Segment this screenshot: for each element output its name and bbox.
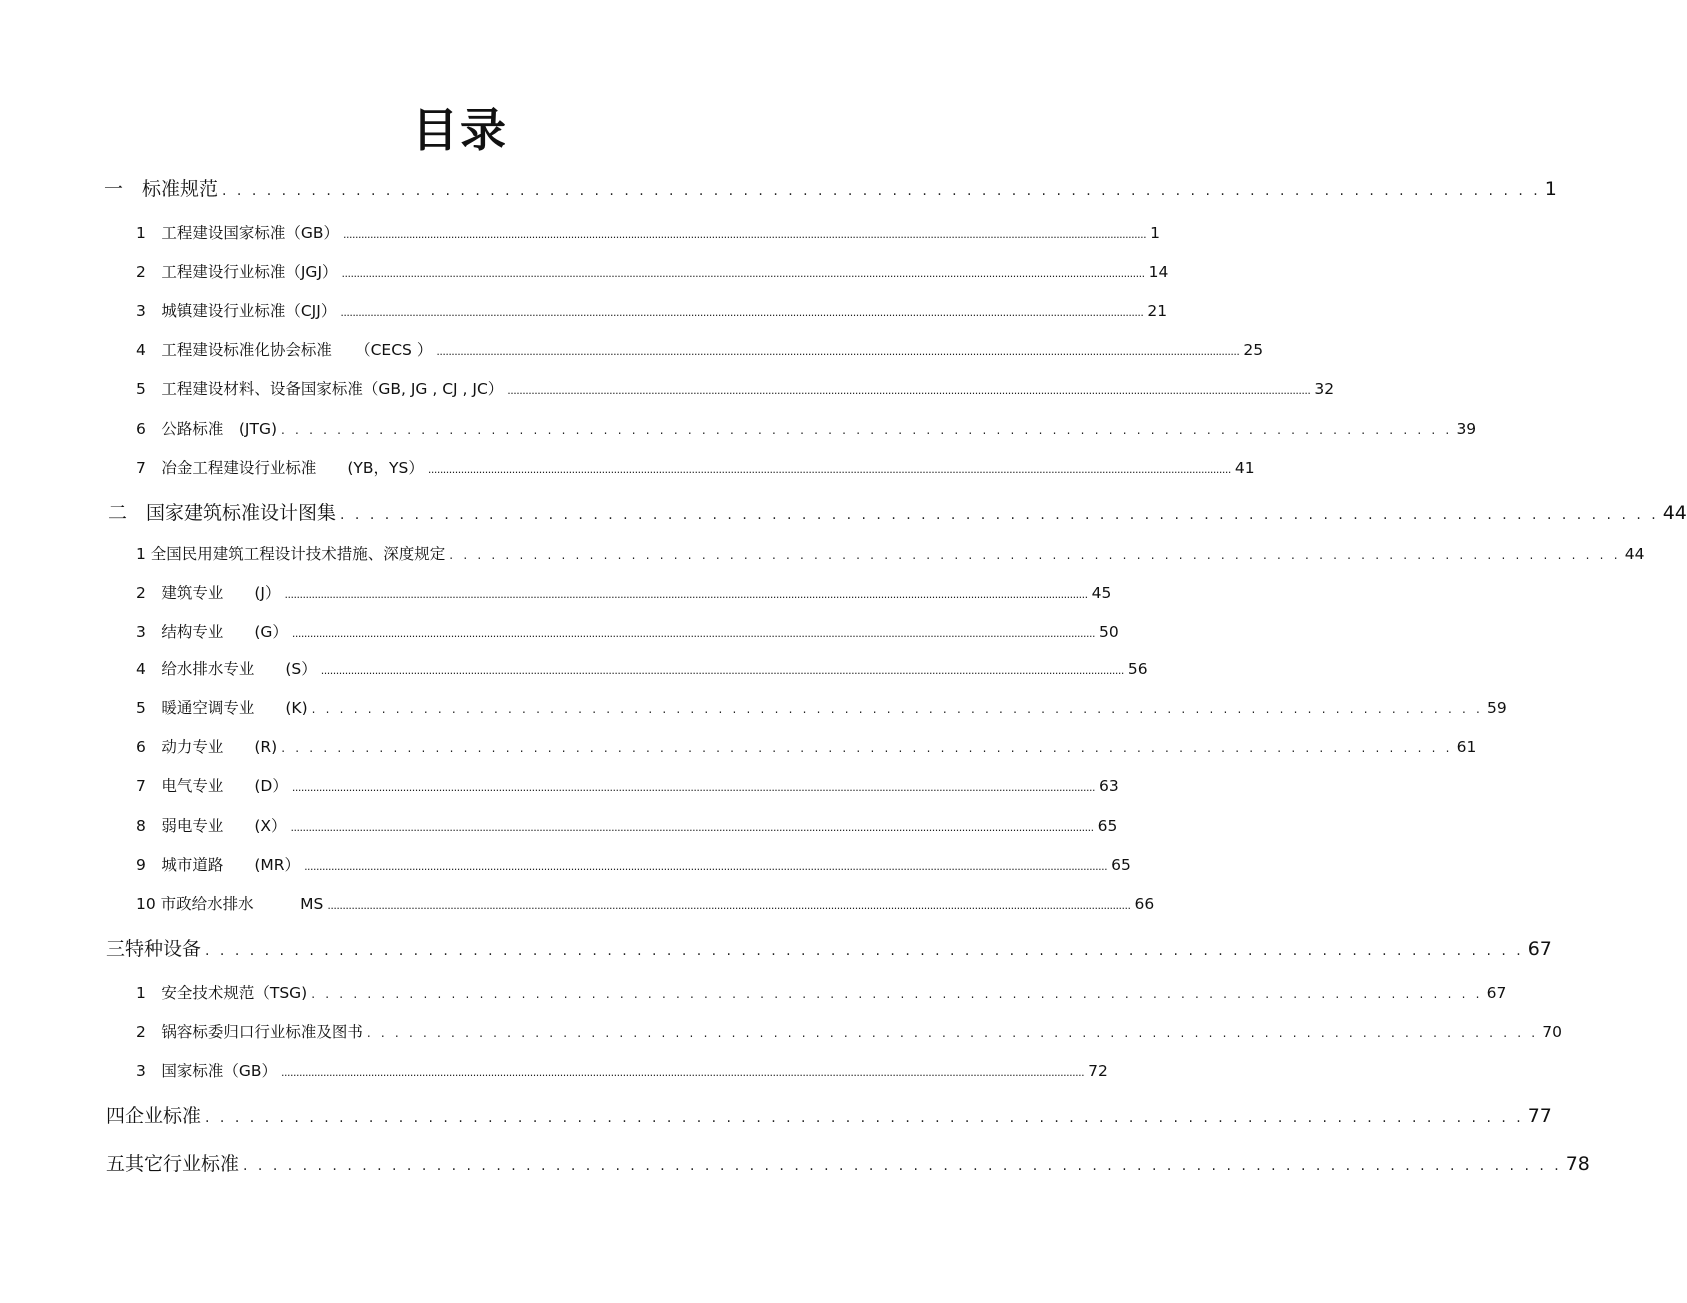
toc-label: 4 工程建设标准化协会标准 （CECS ） [136,341,433,359]
toc-entry[interactable] [136,339,1264,363]
dot-leader: ............................................................................................................................................................................................................................................................................ [327,899,1131,912]
dot-leader: ............................................................................................................................................................................................................................................................................ [341,267,1145,280]
toc-page-number: 70 [1542,1023,1563,1041]
toc-entry[interactable] [136,736,1477,759]
dot-leader: ............................................................................................................................................................................................................................................................................ [343,228,1147,241]
dot-leader: . . . . . . . . . . . . . . . . . . . . . . . . . . . . . . . . . . . . . . . . . . . . . . . . . . . . . . . . . . . . . . . . . . . . . . . . . . . . . . . . . . . . [281,741,1453,755]
toc-label: 10 市政给水排水 MS [136,895,324,913]
dot-leader: . . . . . . . . . . . . . . . . . . . . . . . . . . . . . . . . . . . . . . . . . . . . . . . . . . . . . . . . . . . . . . . . . . . . . . . . . . . . . . . . . . . . [311,987,1483,1001]
toc-entry[interactable] [136,300,1168,324]
toc-label: 9 城市道路 (MR） [136,856,301,874]
toc-page-number: 45 [1091,584,1112,602]
toc-page-number: 44 [1662,502,1687,524]
toc-page-number: 67 [1486,984,1507,1002]
dot-leader: . . . . . . . . . . . . . . . . . . . . . . . . . . . . . . . . . . . . . . . . . . . . . . . . . . . . . . . . . . . . . . . . . . . . . . . . . . . . . . . . . . . . [311,702,1484,716]
toc-label: 1 全国民用建筑工程设计技术措施、深度规定 [136,545,446,563]
toc-entry[interactable] [136,457,1255,481]
dot-leader: ............................................................................................................................................................................................................................................................................ [320,664,1124,677]
toc-label: 6 公路标准 (JTG) [136,420,278,438]
toc-entry[interactable] [136,982,1507,1005]
toc-label: 1 安全技术规范（TSG) [136,984,308,1002]
toc-entry[interactable] [136,775,1119,799]
dot-leader: ............................................................................................................................................................................................................................................................................ [291,627,1096,640]
dot-leader: ............................................................................................................................................................................................................................................................................ [304,860,1108,873]
toc-entry[interactable] [136,1021,1563,1044]
dot-leader: . . . . . . . . . . . . . . . . . . . . . . . . . . . . . . . . . . . . . . . . . . . . . . . . . . . . . . . . . . . . . . . . . . . . . . . . . . . . . . . . . . . . . . . . . [222,183,1541,199]
toc-label: 3 国家标准（GB） [136,1062,278,1080]
toc-label: 5 工程建设材料、设备国家标准（GB, JG , CJ , JC） [136,380,504,398]
toc-page-number: 25 [1243,341,1264,359]
page-title: 目录 [412,103,508,157]
toc-page-number: 50 [1099,623,1119,641]
toc-label: 四企业标准 [106,1105,202,1127]
dot-leader: ............................................................................................................................................................................................................................................................................ [436,345,1240,358]
toc-page-number: 44 [1624,545,1645,563]
toc-page-number: 32 [1314,380,1335,398]
dot-leader: . . . . . . . . . . . . . . . . . . . . . . . . . . . . . . . . . . . . . . . . . . . . . . . . . . . . . . . . . . . . . . . . . . . . . . . . . . . . . . . . . . . . . . . . . [243,1158,1562,1174]
toc-label: 三特种设备 [106,938,202,960]
toc-page-number: 39 [1456,420,1477,438]
toc-page-number: 41 [1234,459,1255,477]
toc-label: 2 建筑专业 (J） [136,584,281,602]
toc-label: 8 弱电专业 (X） [136,817,287,835]
dot-leader: ............................................................................................................................................................................................................................................................................ [291,781,1095,794]
dot-leader: . . . . . . . . . . . . . . . . . . . . . . . . . . . . . . . . . . . . . . . . . . . . . . . . . . . . . . . . . . . . . . . . . . . . . . . . . . . . . . . . . . . . [366,1026,1539,1040]
toc-page-number: 1 [1150,224,1160,242]
toc-page-number: 66 [1134,895,1155,913]
toc-section-5[interactable] [106,1151,1590,1179]
toc-page-number: 61 [1456,738,1477,756]
toc-page-number: 72 [1088,1062,1108,1080]
dot-leader: ............................................................................................................................................................................................................................................................................ [290,821,1094,834]
dot-leader: ............................................................................................................................................................................................................................................................................ [340,306,1144,319]
toc-entry[interactable] [136,1060,1108,1084]
toc-section-1[interactable] [104,176,1557,204]
toc-label: 7 电气专业 (D） [136,777,288,795]
toc-entry[interactable] [136,222,1160,246]
toc-section-3[interactable] [106,936,1552,964]
toc-entry[interactable] [136,582,1112,606]
toc-entry[interactable] [136,854,1131,878]
toc-label: 6 动力专业 (R) [136,738,278,756]
toc-label: 二 国家建筑标准设计图集 [108,502,337,524]
toc-section-2[interactable] [108,500,1687,528]
toc-entry[interactable] [136,543,1645,566]
toc-label: 2 工程建设行业标准（JGJ） [136,263,338,281]
toc-page-number: 1 [1544,178,1557,200]
dot-leader: . . . . . . . . . . . . . . . . . . . . . . . . . . . . . . . . . . . . . . . . . . . . . . . . . . . . . . . . . . . . . . . . . . . . . . . . . . . . . . . . . . . . . . . . . [340,507,1659,523]
toc-label: 一 标准规范 [104,178,219,200]
toc-label: 1 工程建设国家标准（GB） [136,224,340,242]
dot-leader: . . . . . . . . . . . . . . . . . . . . . . . . . . . . . . . . . . . . . . . . . . . . . . . . . . . . . . . . . . . . . . . . . . . . . . . . . . . . . . . . . . . . . . . . . [205,943,1524,959]
dot-leader: ............................................................................................................................................................................................................................................................................ [281,1066,1085,1079]
toc-entry[interactable] [136,893,1155,917]
toc-entry[interactable] [136,261,1169,285]
dot-leader: ............................................................................................................................................................................................................................................................................ [427,463,1231,476]
toc-label: 5 暖通空调专业 (K) [136,699,308,717]
toc-page-number: 63 [1098,777,1119,795]
toc-section-4[interactable] [106,1103,1552,1131]
toc-label: 3 结构专业 (G） [136,623,288,641]
dot-leader: . . . . . . . . . . . . . . . . . . . . . . . . . . . . . . . . . . . . . . . . . . . . . . . . . . . . . . . . . . . . . . . . . . . . . . . . . . . . . . . . . . . . . . . . . [205,1110,1524,1126]
toc-page-number: 56 [1127,660,1148,678]
toc-entry[interactable] [136,378,1335,402]
toc-entry[interactable] [136,418,1477,441]
toc-entry[interactable] [136,621,1119,645]
toc-entry[interactable] [136,815,1118,839]
dot-leader: . . . . . . . . . . . . . . . . . . . . . . . . . . . . . . . . . . . . . . . . . . . . . . . . . . . . . . . . . . . . . . . . . . . . . . . . . . . . . . . . . . . . [449,548,1621,562]
toc-page-number: 65 [1111,856,1131,874]
toc-label: 五其它行业标准 [106,1153,240,1175]
toc-entry[interactable] [136,697,1507,720]
toc-page-number: 77 [1527,1105,1552,1127]
toc-label: 3 城镇建设行业标准（CJJ） [136,302,337,320]
toc-page-number: 78 [1565,1153,1590,1175]
toc-page-number: 59 [1487,699,1507,717]
dot-leader: ............................................................................................................................................................................................................................................................................ [507,384,1311,397]
dot-leader: . . . . . . . . . . . . . . . . . . . . . . . . . . . . . . . . . . . . . . . . . . . . . . . . . . . . . . . . . . . . . . . . . . . . . . . . . . . . . . . . . . . . [281,423,1453,437]
toc-entry[interactable] [136,658,1148,682]
toc-page-number: 21 [1147,302,1168,320]
toc-page-number: 67 [1527,938,1552,960]
toc-page-number: 14 [1148,263,1169,281]
dot-leader: ............................................................................................................................................................................................................................................................................ [284,588,1088,601]
toc-label: 2 锅容标委归口行业标准及图书 [136,1023,363,1041]
toc-label: 7 冶金工程建设行业标准 (YB，YS） [136,459,424,477]
toc-label: 4 给水排水专业 (S） [136,660,317,678]
toc-page-number: 65 [1097,817,1118,835]
